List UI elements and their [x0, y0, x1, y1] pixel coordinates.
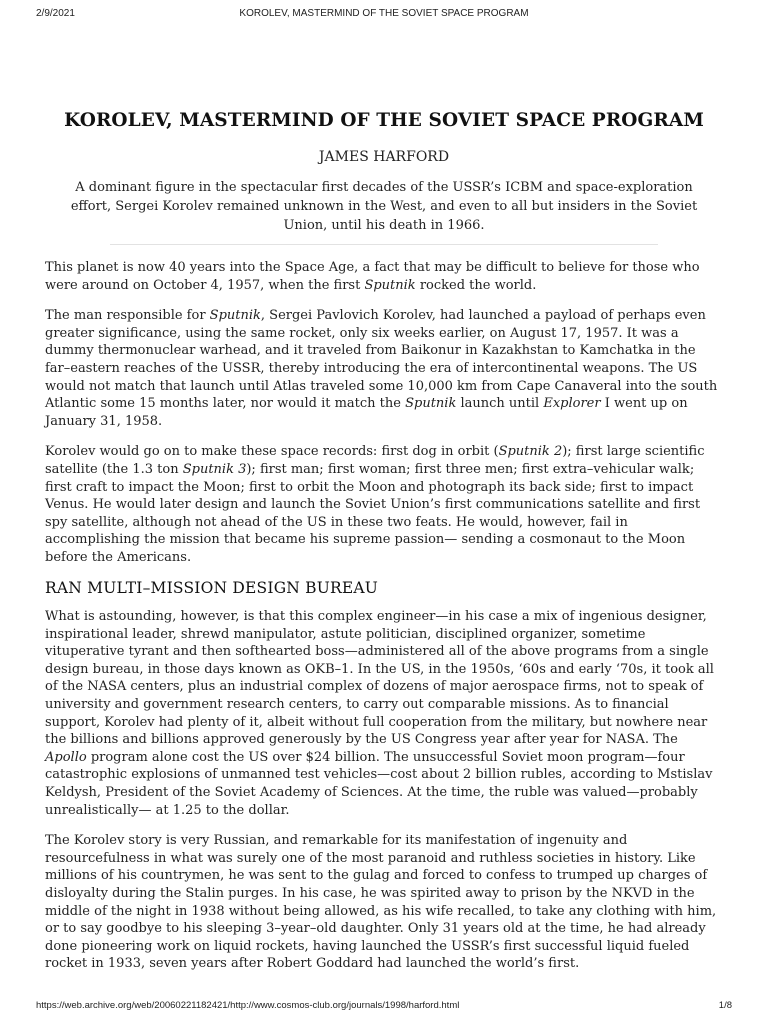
- text-run: The Korolev story is very Russian, and remarkable for its manifestation of ingenuity and resourcefulness in what was surely one of the most paranoid and ruthless societies in history. Like millions of his countrymen, he was sent to the gulag and forced to confess to trumped up charges of disloyalty during the Stalin purges. In his case, he was spirited away to prison by the NKVD in the middle of the night in 1938 without being allowed, as his wife recalled, to take any clothing with him, or to say goodbye to his sleeping 3–year–old daughter. Only 31 years old at the time, he had already done pioneering work on liquid rockets, having launched the USSR’s first successful liquid fueled rocket in 1933, seven years after Robert Goddard had launched the world’s first.: [45, 833, 717, 972]
- italic-text: Sputnik: [405, 396, 457, 412]
- text-run: I went up on January 31, 1958.: [45, 396, 688, 429]
- text-run: The man responsible for: [45, 308, 210, 324]
- section-heading: RAN MULTI–MISSION DESIGN BUREAU: [45, 578, 379, 597]
- text-run: ); first man; first woman; first three men; first extra–vehicular walk; first craft to impact the Moon; first to orbit the Moon and photograph its back side; first to impact Venus. He would later design and launch the Soviet Union’s first communications satellite and first spy satellite, although not ahead of the US in these two feats. He would, however, fail in accomplishing the mission that became his supreme passion— sending a cosmonaut to the Moon before the Americans.: [45, 461, 701, 565]
- italic-text: Sputnik 2: [498, 444, 563, 460]
- print-date: 2/9/2021: [36, 8, 75, 19]
- text-run: launch until: [456, 396, 544, 412]
- italic-text: Apollo: [45, 749, 87, 765]
- italic-text: Sputnik 3: [182, 461, 247, 477]
- italic-text: Sputnik: [364, 277, 416, 293]
- article-author: JAMES HARFORD: [318, 149, 450, 165]
- paragraph-4: [45, 608, 723, 819]
- paragraph-1: [45, 259, 723, 294]
- text-run: ); first large scientific satellite (the 1.3 ton: [45, 444, 705, 477]
- italic-text: Sputnik: [209, 308, 261, 324]
- article-deck: A dominant figure in the spectacular first decades of the USSR’s ICBM and space-exploration effort, Sergei Korolev remained unknown in the West, and even to all but insiders in the Soviet Union, until his death in 1966.: [70, 180, 698, 233]
- text-run: rocked the world.: [415, 277, 537, 293]
- print-header: [36, 8, 732, 28]
- italic-text: Explorer: [543, 396, 601, 412]
- text-run: , Sergei Pavlovich Korolev, had launched a payload of perhaps even greater significance, using the same rocket, only six weeks earlier, on August 17, 1957. It was a dummy thermonuclear warhead, and it traveled from Baikonur in Kazakhstan to Kamchatka in the far–eastern reaches of the USSR, thereby introducing the era of intercontinental weapons. The US would not match that launch until Atlas traveled some 10,000 km from Cape Canaveral into the south Atlantic some 15 months later, nor would it match the: [45, 308, 718, 412]
- text-run: This planet is now 40 years into the Space Age, a fact that may be difficult to believe for those who were around on October 4, 1957, when the first: [45, 260, 700, 293]
- print-page-title: KOROLEV, MASTERMIND OF THE SOVIET SPACE PROGRAM: [239, 8, 529, 19]
- text-run: What is astounding, however, is that this complex engineer—in his case a mix of ingenious designer, inspirational leader, shrewd manipulator, astute politician, disciplined organizer, sometime vituperative tyrant and then softhearted boss—administered all of the above programs from a single design bureau, in those days known as OKB–1. In the US, in the 1950s, ‘60s and early ‘70s, it took all of the NASA centers, plus an industrial complex of dozens of major aerospace firms, not to speak of university and government research centers, to carry out comparable missions. As to financial support, Korolev had plenty of it, albeit without full cooperation from the military, but nowhere near the billions and billions approved generously by the US Congress year after year for NASA. The: [45, 609, 714, 748]
- paragraph-5: [45, 832, 723, 973]
- divider: [110, 244, 658, 245]
- page-number: 1/8: [718, 1000, 732, 1011]
- text-run: program alone cost the US over $24 billion. The unsuccessful Soviet moon program—four catastrophic explosions of unmanned test vehicles—cost about 2 billion rubles, according to Mstislav Keldysh, President of the Soviet Academy of Sciences. At the time, the ruble was valued—probably unrealistically— at 1.25 to the dollar.: [45, 749, 713, 818]
- source-url: https://web.archive.org/web/20060221182421/http://www.cosmos-club.org/journals/1998/harford.html: [36, 1000, 460, 1011]
- print-footer: [36, 1000, 732, 1016]
- text-run: Korolev would go on to make these space records: first dog in orbit (: [45, 444, 499, 460]
- paragraph-3: [45, 443, 723, 566]
- article-title: KOROLEV, MASTERMIND OF THE SOVIET SPACE PROGRAM: [64, 110, 704, 131]
- article: [45, 110, 723, 986]
- paragraph-2: [45, 307, 723, 430]
- article-body: [45, 259, 723, 973]
